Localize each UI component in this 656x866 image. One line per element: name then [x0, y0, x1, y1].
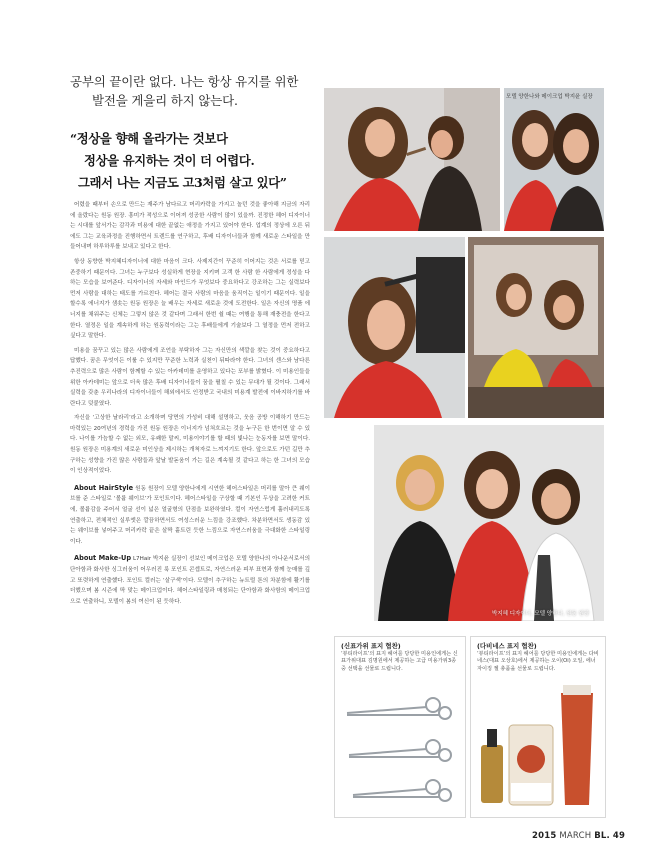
about-hairstyle-heading: About HairStyle	[74, 483, 134, 492]
quote-line3: 그래서 나는 지금도 고3처럼 살고 있다”	[78, 175, 287, 190]
article-body	[70, 200, 310, 611]
product-box-scissors	[334, 636, 466, 818]
photo-hair-styling-image	[324, 237, 465, 418]
photo-model-and-makeup-artist	[504, 88, 604, 231]
headline	[70, 72, 310, 110]
pull-quote	[70, 128, 310, 194]
photo-model-and-makeup-artist-image	[504, 88, 604, 231]
product-scissors-desc: ‘뷰티라이프’의 표지 헤어를 당당한 미용인에게는 신표가위대표 김명원에서 제공하는 고급 미용가위3종 중 선택을 선물로 드립니다.	[341, 651, 458, 672]
about-makeup	[70, 553, 310, 607]
caption-top-right: 모델 양한나와 메이크업 박지윤 실장	[506, 94, 593, 100]
photo-makeup-scene-image	[324, 88, 500, 231]
product-davines-desc: ‘뷰티라이프’의 표지 헤어를 당당한 미용인에게는 다비네스(대표 오상호)에서 제공하는 오이(Oi) 오일, 에너자이징 젤 총품을 선물로 드립니다.	[477, 651, 599, 672]
quote-line2: 정상을 유지하는 것이 더 어렵다.	[84, 153, 255, 168]
body-paragraph-4: 자신을 ‘고상한 날라리’라고 소개하며 당면의 가성비 대해 설명하고, 웃음 공방 이해하기 만드는 마력있는 20여년의 경력을 가진 원동 원장은 이너지가 넘쳐흐르는 것을 누구든 한 번이면 알 수 있다. 나이를 가늠할 수 없는 외모, 유쾌한 말씨, 미용이야기를 할 때의 빛나는 눈동자를 보면 말이다. 원동 원장은 미용계의 새로운 미인상을 제시하는 개척자로 느껴지기도 한다. 앞으로도 가던 길만 추구하는 성향을 가진 많은 사람들과 앞날 발돋움이 가는 길은 계속될 것 같다고 하는 한 그녀의 모습이 인상적이었다.	[70, 415, 310, 475]
footer-month: MARCH	[559, 831, 592, 841]
photo-salon-mirror	[468, 237, 604, 418]
photo-makeup-scene	[324, 88, 500, 231]
about-hairstyle	[70, 483, 310, 548]
photo-hair-styling	[324, 237, 465, 418]
quote-line1: “정상을 향해 올라가는 것보다	[70, 131, 228, 146]
about-makeup-heading: About Make-Up	[74, 554, 132, 563]
scissors-icon	[335, 685, 465, 813]
page-footer: 2015 MARCH BL. 49	[532, 831, 626, 841]
photo-group-image	[374, 425, 604, 621]
product-scissors-title: (신표가위 표지 협찬)	[341, 642, 401, 650]
footer-page-number: 49	[612, 831, 626, 841]
footer-year: 2015	[532, 831, 557, 841]
body-paragraph-3: 미용을 꿈꾸고 있는 많은 사람에게 조언을 부탁하자 그는 자신만의 색깔을 찾는 것이 중요하다고 답했다. 꿈은 무엇이든 이룰 수 있지만 꾸준한 노력과 실천이 뒤따라야 한다. 그녀의 센스와 남다른 추진력으로 많은 사람이 함께할 수 있는 아카데미를 운영하고 있다는 포부를 밝혔다. 이 미용인들을 위한 아카데미는 앞으로 더욱 많은 후배 디자이너들이 꿈을 펼칠 수 있는 무대가 될 것이다. 그래서 실력을 갖춘 우리나라의 디자이너들이 해외에서도 인정받고 국내의 미용계 발전에 이바지하기를 바란다고 덧붙였다.	[70, 347, 310, 407]
body-paragraph-1: 어렸을 때부터 손으로 만드는 재주가 남다르고 머리카락을 가지고 놀던 것을 좋아해 지금의 자리에 올랐다는 원동 원장. 흥미가 적성으로 이어져 성공한 사람이 많이 있을까. 진정한 헤어 디자이너는 시대를 앞서가는 감각과 미용에 대한 끝없는 애정을 가지고 있어야 한다. 업계의 정상에 오른 뒤에도 그는 교육과정을 진행하면서 트렌드를 연구하고, 후배 디자이너들과 함께 새로운 스타일을 만들어내며 하루하루를 보내고 있다고 한다.	[70, 202, 310, 251]
product-box-davines	[470, 636, 606, 818]
headline-line2: 발전을 게을리 하지 않는다.	[92, 93, 238, 108]
about-hairstyle-text: 원동 원장이 모델 양한나에게 시연한 헤어스타일은 머리를 말아 큰 웨이브를 준 스타일로 ‘볼륨 웨이브’가 포인트이다. 헤어스타일을 구상할 때 기본인 두상을 고려한 커트에, 볼륨감을 주어서 얼굴 선이 넓은 얼굴형의 단점을 보완하였다. 컬이 자연스럽게 흘러내리도록 연출하고, 전체적인 실루엣은 깔끔하면서도 여성스러운 느낌을 강조했다. 차분하면서도 생동감 있는 웨이브를 넣어주고 머리카락 끝은 살짝 흩트린 듯한 느낌으로 자연스러움을 극대화한 스타일링이다.	[70, 485, 311, 545]
footer-magazine: BL	[594, 831, 607, 841]
photo-salon-mirror-image	[468, 237, 604, 418]
product-bottles-icon	[471, 685, 605, 815]
photo-group	[374, 425, 604, 621]
body-paragraph-2: 항상 동향한 박지혜디자이너에 대한 마음이 크다. 사제지간이 꾸준히 이어지는 것은 서로를 믿고 존중하기 때문이다. 그녀는 누구보다 성실하게 현장을 지키며 고객 한 사람 한 사람에게 정성을 다하는 모습을 보여준다. 디자이너의 자세와 마인드가 무엇보다 중요하다고 강조하는 그는 실력보다 먼저 사람을 대하는 태도를 가르친다. 헤어는 결국 사람의 마음을 움직이는 일이기 때문이다. 일을 할수록 에너지가 샘솟는 원동 원장은 늘 배우는 자세로 새로운 것에 도전한다. 일은 자신의 명품 에너지를 채워주는 신체는 그렇지 않은 것 같다며 그래서 한번 쉴 때는 여행을 통해 재충전을 한다고 한다. 열정은 일을 계속하게 하는 원동력이라는 그는 후배들에게 기술보다 그 열정을 먼저 전하고 싶다고 말한다.	[70, 258, 310, 340]
caption-group: 박지혜 디자이너, 모델 양한나, 원동 원장	[492, 611, 590, 617]
headline-line1: 공부의 끝이란 없다. 나는 항상 유지를 위한	[70, 74, 299, 89]
product-davines-title: (다비네스 표지 협찬)	[477, 642, 537, 650]
about-makeup-text: L7Hair 박지윤 실장이 선보인 메이크업은 모델 양한나의 아나운서로서의 단아함과 화사한 싱그러움이 어우러진 룩 포인트 콘셉트로, 자연스러운 피부 표현과 함께 눈매를 깊고 또렷하게 연출했다. 포인트 컬러는 ‘살구색’이다. 모델이 추구하는 뉴트럴 톤의 차분함에 활기를 더했으며 봄 시즌에 딱 맞는 메이크업이다. 헤어스타일링과 매칭되는 단아함과 화사함의 메이크업으로 연출하니, 모델이 봄의 여신이 된 듯하다.	[70, 556, 310, 605]
